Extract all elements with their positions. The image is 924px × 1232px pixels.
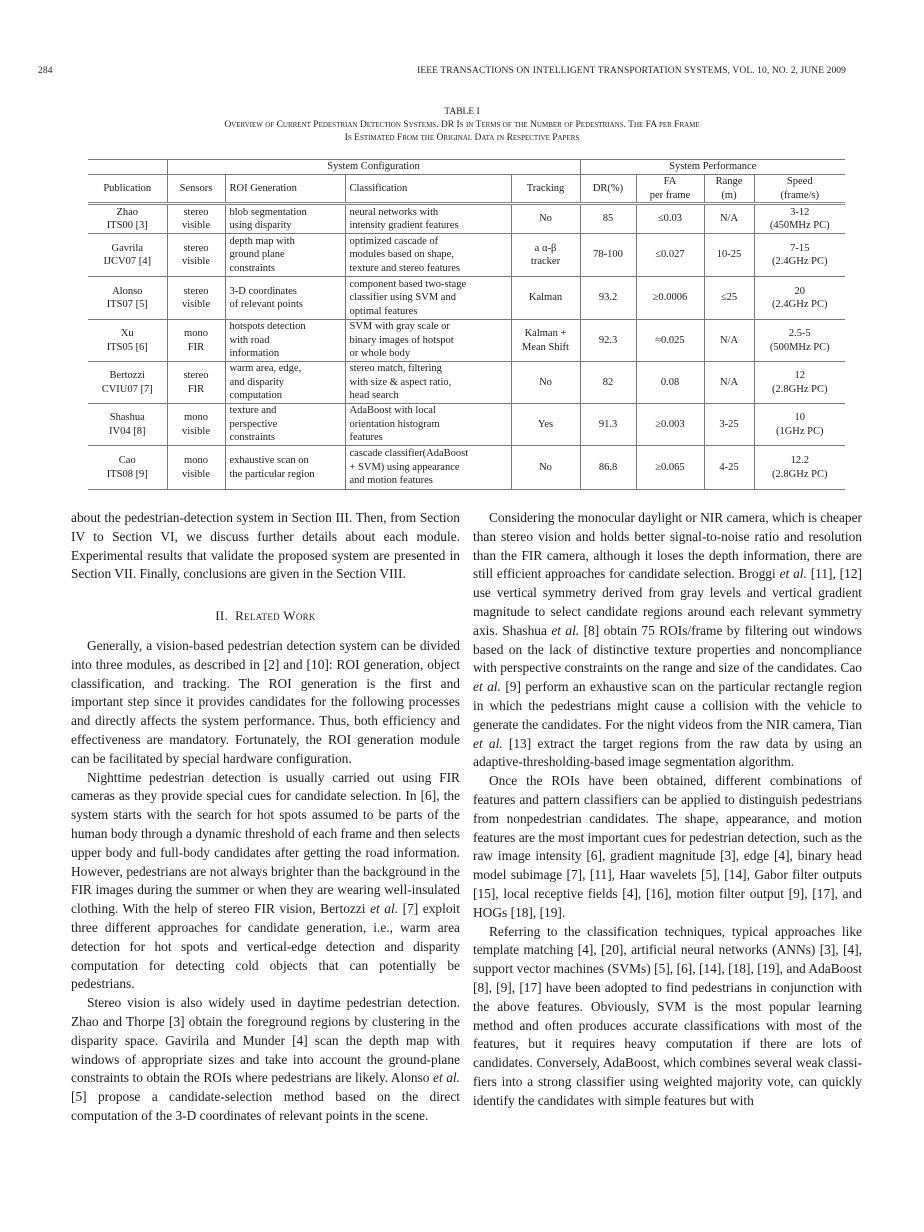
cell-sensors — [167, 362, 225, 404]
cell-tracking-line: tracker — [530, 256, 561, 267]
col-header-speed-line2: (frame/s) — [780, 189, 819, 201]
table-row — [88, 204, 845, 234]
cell-classification-line: component based two-stage — [349, 278, 467, 290]
cell-fa-line: 0.08 — [660, 376, 680, 388]
cell-classification-line: texture and stereo features — [349, 262, 460, 274]
col-header-range — [704, 175, 754, 204]
cell-classification-line: optimized cascade of — [349, 235, 439, 247]
cell-dr-line: 91.3 — [598, 418, 618, 430]
table-caption — [0, 106, 924, 145]
table-label: TABLE I — [444, 107, 480, 117]
cell-sensors-line: FIR — [187, 341, 205, 353]
cell-publication — [88, 234, 167, 277]
table-row — [88, 446, 845, 490]
cell-speed — [754, 204, 845, 234]
cell-publication-line: ITS00 [3] — [106, 220, 148, 231]
cell-classification-line: with size & aspect ratio, — [349, 376, 452, 388]
cell-publication-line: Bertozzi — [109, 370, 146, 381]
cell-speed — [754, 320, 845, 362]
paragraph-classification: Referring to the classification techniques, typical approaches like template matching [4], [20], artificial neural networks (ANNs) [3], [4], support vector machines (SVMs) [5], [6], [14], [18], [19], and AdaBoost [8], [9], [17] have been adopted to find pedestrians in conjunction with the above features. Obviously, SVM is the most popular learning method and often produces accurate classifications with most of the features, but it requires heavy computation if there are lots of candidates. Conversely, AdaBoost, which combines several weak classifiers into a strong classifier using weighted majority vote, can quickly identify the candidates with simple features but with — [473, 923, 862, 1108]
cell-classification — [345, 404, 511, 446]
cell-dr — [580, 277, 636, 320]
cell-classification-line: neural networks with — [349, 206, 439, 218]
cell-tracking — [511, 446, 580, 490]
cell-roi — [225, 446, 345, 490]
cell-sensors-line: visible — [182, 468, 210, 480]
cell-range — [704, 320, 754, 362]
text-run: [5] propose a candidate-selection method based on the direct computation of the 3-D coordinates of relevant points in the scene. — [71, 1089, 460, 1123]
text-etal: et al. — [551, 622, 580, 638]
cell-roi — [225, 320, 345, 362]
cell-roi-line: ground plane — [229, 249, 285, 261]
overview-table — [88, 159, 845, 490]
cell-publication-line: Zhao — [116, 206, 139, 218]
cell-dr-line: 93.2 — [598, 292, 618, 304]
cell-classification-line: binary images of hotspot — [349, 334, 454, 346]
cell-sensors — [167, 277, 225, 320]
cell-tracking — [511, 204, 580, 234]
cell-fa-line: ≤0.027 — [655, 249, 685, 261]
cell-range-line: 3-25 — [719, 418, 739, 430]
cell-speed-line: 10 — [794, 412, 805, 423]
cell-publication — [88, 446, 167, 490]
cell-classification-line: head search — [349, 390, 399, 402]
col-header-speed-line1: Speed — [786, 176, 813, 187]
cell-range-line: ≤25 — [720, 292, 738, 304]
cell-classification-line: features — [349, 432, 383, 444]
col-header-publication: Publication — [88, 175, 167, 204]
cell-dr-line: 92.3 — [598, 334, 618, 346]
cell-speed — [754, 234, 845, 277]
cell-publication-line: Shashua — [109, 412, 145, 423]
cell-speed-line: 3-12 — [790, 206, 810, 218]
cell-classification-line: + SVM) using appearance — [349, 461, 460, 473]
cell-classification-line: intensity gradient features — [349, 220, 459, 231]
cell-tracking-line: Kalman — [528, 292, 563, 304]
col-header-tracking: Tracking — [511, 175, 580, 204]
cell-speed-line: (2.4GHz PC) — [772, 299, 828, 310]
cell-sensors — [167, 204, 225, 234]
cell-roi — [225, 404, 345, 446]
cell-sensors-line: visible — [182, 220, 210, 231]
cell-classification-line: stereo match, filtering — [349, 363, 442, 375]
paragraph-stereo — [71, 994, 460, 1126]
paragraph-modules: Generally, a vision-based pedestrian detection system can be divided into three modules, as described in [2] and [10]: ROI generation, object classification, and tracking. The ROI generation is the first and important step since it provides candidates for the following processes and directly affects the system performance. Thus, both efficiency and effectiveness are mandatory. Fortunately, the ROI generation module can be facilitated by special hardware configuration. — [71, 637, 460, 766]
cell-roi-line: 3-D coordinates — [229, 285, 297, 297]
cell-roi-line: with road — [229, 334, 270, 346]
cell-roi-line: constraints — [229, 432, 275, 444]
cell-tracking — [511, 277, 580, 320]
cell-sensors-line: mono — [184, 455, 208, 466]
cell-roi-line: hotspots detection — [229, 321, 306, 333]
cell-publication-line: Cao — [118, 455, 136, 466]
cell-speed-line: 2.5-5 — [788, 328, 811, 339]
left-column — [71, 509, 460, 1126]
cell-classification-line: optimal features — [349, 305, 418, 317]
cell-sensors — [167, 234, 225, 277]
cell-range — [704, 446, 754, 490]
cell-publication-line: CVIU07 [7] — [101, 383, 153, 395]
cell-fa — [636, 446, 704, 490]
cell-sensors-line: visible — [182, 256, 210, 267]
cell-speed-line: (2.8GHz PC) — [772, 468, 828, 480]
table-row — [88, 362, 845, 404]
cell-publication-line: Xu — [120, 328, 134, 339]
col-header-sensors: Sensors — [167, 175, 225, 204]
section-heading — [71, 607, 460, 626]
cell-publication-line: Gavrila — [111, 242, 143, 254]
section-number: II. — [215, 608, 229, 624]
cell-roi-line: depth map with — [229, 235, 295, 247]
cell-dr-line: 78-100 — [593, 249, 623, 261]
paragraph-intro-continued: about the pedestrian-detection system in Section III. Then, from Section IV to Section VI, we discuss further details about each module. Experimental results that validate the proposed system are presented in Section VII. Finally, conclusions are given in the Section VIII. — [71, 510, 460, 582]
cell-speed-line: 7-15 — [790, 242, 810, 254]
cell-publication-line: ITS05 [6] — [106, 341, 148, 353]
cell-speed-line: 20 — [794, 285, 805, 297]
cell-dr — [580, 362, 636, 404]
cell-classification — [345, 320, 511, 362]
text-run: [13] extract the target regions from the raw data by using an adaptive-thresholding-based image segmentation algorithm. — [473, 735, 862, 770]
cell-tracking-line: No — [539, 376, 552, 388]
cell-sensors-line: stereo — [183, 242, 209, 254]
cell-publication — [88, 277, 167, 320]
cell-range — [704, 362, 754, 404]
cell-tracking — [511, 320, 580, 362]
cell-dr-line: 82 — [602, 376, 614, 388]
cell-roi-line: perspective — [229, 418, 278, 430]
cell-publication-line: ITS08 [9] — [106, 468, 148, 480]
cell-roi-line: of relevant points — [229, 299, 303, 310]
cell-tracking-line: Kalman + — [524, 328, 567, 339]
cell-roi-line: blob segmentation — [229, 206, 307, 218]
cell-range-line: 10-25 — [716, 249, 742, 261]
cell-publication — [88, 320, 167, 362]
text-etal: et al. — [473, 735, 503, 751]
cell-speed-line: 12.2 — [790, 455, 809, 466]
cell-roi-line: computation — [229, 390, 282, 402]
cell-dr-line: 85 — [602, 213, 614, 225]
cell-roi-line: using disparity — [229, 220, 292, 231]
paragraph-monocular — [473, 509, 862, 772]
cell-classification-line: modules based on shape, — [349, 249, 454, 261]
cell-roi-line: warm area, edge, — [229, 363, 302, 375]
cell-publication-line: ITS07 [5] — [106, 299, 148, 310]
table-group-header-row — [88, 160, 845, 175]
cell-fa — [636, 204, 704, 234]
cell-speed — [754, 362, 845, 404]
cell-tracking — [511, 362, 580, 404]
cell-roi-line: texture and — [229, 405, 277, 417]
text-etal: et al. — [473, 679, 501, 695]
cell-sensors-line: visible — [182, 299, 210, 310]
cell-sensors-line: mono — [184, 328, 208, 339]
cell-fa — [636, 320, 704, 362]
table-row — [88, 404, 845, 446]
cell-fa-line: ≥0.065 — [655, 461, 685, 473]
cell-dr — [580, 446, 636, 490]
cell-range — [704, 277, 754, 320]
cell-roi-line: constraints — [229, 262, 275, 274]
cell-range — [704, 204, 754, 234]
text-etal: et al. — [433, 1070, 460, 1086]
page-number: 284 — [38, 66, 53, 76]
group-header-performance: System Performance — [580, 160, 845, 175]
cell-tracking — [511, 404, 580, 446]
blank-header-cell — [88, 160, 167, 175]
cell-sensors-line: stereo — [183, 285, 209, 297]
journal-title: IEEE TRANSACTIONS ON INTELLIGENT TRANSPORTATION SYSTEMS, VOL. 10, NO. 2, JUNE 2009 — [417, 66, 846, 76]
table-row — [88, 234, 845, 277]
cell-speed-line: 12 — [794, 370, 805, 381]
col-header-fa-line2: per frame — [649, 189, 691, 201]
cell-fa-line: ≈0.025 — [655, 334, 685, 346]
cell-classification-line: cascade classifier(AdaBoost — [349, 448, 469, 460]
cell-sensors-line: FIR — [187, 383, 205, 395]
col-header-fa — [636, 175, 704, 204]
paragraph-nighttime — [71, 769, 460, 995]
cell-roi-line: information — [229, 348, 280, 360]
cell-fa — [636, 234, 704, 277]
cell-fa — [636, 362, 704, 404]
cell-dr — [580, 320, 636, 362]
cell-range — [704, 234, 754, 277]
cell-fa — [636, 404, 704, 446]
cell-classification-line: and motion features — [349, 475, 433, 487]
cell-sensors — [167, 404, 225, 446]
cell-tracking-line: a α-β — [534, 242, 557, 254]
cell-roi — [225, 204, 345, 234]
cell-range — [704, 404, 754, 446]
cell-sensors-line: stereo — [183, 206, 209, 218]
cell-range-line: N/A — [719, 376, 739, 388]
cell-roi — [225, 362, 345, 404]
cell-tracking-line: Yes — [537, 418, 554, 430]
text-run: Stereo vision is also widely used in daytime pedestrian detection. Zhao and Thorpe [3] obtain the foreground regions by clustering in the disparity space. Gavirila and Munder [4] scan the depth map with windows of appropriate sizes and take into account the ground-plane constraints to obtain the ROIs where pedestrians are likely. Alonso — [71, 995, 460, 1086]
cell-classification-line: classifier using SVM and — [349, 292, 456, 304]
cell-classification — [345, 204, 511, 234]
col-header-classification: Classification — [345, 175, 511, 204]
cell-publication — [88, 362, 167, 404]
cell-classification — [345, 362, 511, 404]
table-body — [88, 204, 845, 490]
cell-speed-line: (450MHz PC) — [769, 220, 830, 231]
cell-range-line: N/A — [719, 213, 739, 225]
text-etal: et al. — [370, 901, 399, 917]
cell-tracking-line: No — [539, 213, 552, 225]
right-column — [473, 509, 862, 1111]
cell-roi — [225, 234, 345, 277]
cell-speed-line: (1GHz PC) — [775, 425, 824, 437]
table-column-header-row — [88, 175, 845, 204]
cell-fa-line: ≥0.0006 — [652, 292, 688, 304]
paragraph-features: Once the ROIs have been obtained, different combinations of features and pattern classifiers can be applied to distinguish pedestrians from nonpedestrian candidates. The shape, appearance, and motion features are the most important cues for pedestrian detection, such as the raw image intensity [6], gradient magnitude [3], edge [4], binary head model subimage [7], [11], Haar wavelets [5], [14], Gabor filter outputs [15], local receptive fields [4], [16], motion filter output [9], [17], and HOGs [18], [19]. — [473, 773, 862, 920]
cell-fa-line: ≥0.003 — [655, 418, 685, 430]
table-caption-line-2: Is Estimated From the Original Data in Respective Papers — [344, 133, 580, 143]
cell-speed-line: (2.8GHz PC) — [772, 383, 828, 395]
cell-dr — [580, 404, 636, 446]
running-head — [38, 66, 846, 76]
cell-speed-line: (2.4GHz PC) — [772, 256, 828, 267]
cell-classification — [345, 446, 511, 490]
col-header-range-line1: Range — [715, 176, 743, 187]
cell-roi-line: the particular region — [229, 468, 315, 480]
col-header-dr: DR(%) — [580, 175, 636, 204]
col-header-range-line2: (m) — [721, 189, 737, 201]
text-run: [9] perform an exhaustive scan on the particular rectangle region in which the pedestrians might cause a collision with the vehicle to generate the candidates. For the night videos from the NIR camera, Tian — [473, 679, 862, 732]
cell-classification-line: or whole body — [349, 348, 411, 360]
col-header-fa-line1: FA — [663, 176, 677, 187]
cell-publication-line: IV04 [8] — [109, 425, 146, 437]
cell-speed — [754, 446, 845, 490]
text-run: Bertozzi — [320, 901, 366, 917]
cell-speed-line: (500MHz PC) — [769, 341, 830, 353]
text-run: [7] exploit three different approaches for candidate generation, i.e., warm area detection for hot spots and vertical-edge detection and disparity computation for detecting cold objects that can potentially be pedestrians. — [71, 901, 460, 992]
cell-dr-line: 86.8 — [598, 461, 618, 473]
table-row — [88, 320, 845, 362]
section-title: Related Work — [235, 608, 316, 624]
cell-classification-line: orientation histogram — [349, 418, 440, 430]
cell-sensors-line: visible — [182, 425, 210, 437]
text-run: Nighttime pedestrian detection is usually carried out using FIR cameras as they provide special cues for candidate selection. In [6], the system starts with the search for hot spots assumed to be parts of the human body through a dynamic threshold of each frame and then selects upper body and full-body candidates after getting the road information. However, pedestrians are not always brighter than the background in the FIR images during the summer or when they are wearing well-insulated clothing. With the help of stereo FIR vision, — [71, 769, 460, 917]
cell-classification — [345, 234, 511, 277]
col-header-roi: ROI Generation — [225, 175, 345, 204]
cell-roi — [225, 277, 345, 320]
cell-fa-line: ≤0.03 — [657, 213, 683, 225]
text-run: [11], [12] use vertical symmetry derived from gray levels and vertical gradient magnitude to select candidate regions around each relevant symmetry axis. Shashua — [473, 566, 862, 638]
cell-roi-line: and disparity — [229, 376, 285, 388]
cell-classification-line: SVM with gray scale or — [349, 321, 450, 333]
cell-publication — [88, 404, 167, 446]
cell-sensors-line: mono — [184, 412, 208, 423]
group-header-config: System Configuration — [167, 160, 580, 175]
cell-publication — [88, 204, 167, 234]
cell-tracking — [511, 234, 580, 277]
cell-sensors — [167, 446, 225, 490]
text-run: [8] obtain 75 ROIs/frame by filtering out windows based on the lack of distinctive texture properties and noncompliance with perspective constraints on the range and size of the candidates. Cao — [473, 622, 862, 676]
cell-sensors-line: stereo — [183, 370, 209, 381]
cell-sensors — [167, 320, 225, 362]
cell-fa — [636, 277, 704, 320]
table-row — [88, 277, 845, 320]
col-header-speed — [754, 175, 845, 204]
cell-range-line: 4-25 — [719, 461, 739, 473]
table-caption-line-1: Overview of Current Pedestrian Detection Systems. DR Is in Terms of the Number of Pedestrians. The FA per Frame — [224, 120, 700, 130]
cell-dr — [580, 204, 636, 234]
cell-range-line: N/A — [719, 334, 739, 346]
cell-speed — [754, 404, 845, 446]
cell-publication-line: IJCV07 [4] — [103, 256, 152, 267]
text-etal: et al. — [779, 566, 807, 582]
cell-classification — [345, 277, 511, 320]
cell-tracking-line: Mean Shift — [522, 341, 569, 353]
cell-dr — [580, 234, 636, 277]
cell-roi-line: exhaustive scan on — [229, 455, 309, 466]
cell-speed — [754, 277, 845, 320]
cell-classification-line: AdaBoost with local — [349, 405, 436, 417]
cell-tracking-line: No — [539, 461, 552, 473]
cell-publication-line: Alonso — [112, 285, 143, 297]
text-run: Considering the monocular daylight or NIR camera, which is cheaper than stereo vision and holds better signal-to-noise ratio and resolution than the FIR camera, although it loses the depth information, there are still efficient approaches for candidate selection. Broggi — [473, 510, 862, 582]
